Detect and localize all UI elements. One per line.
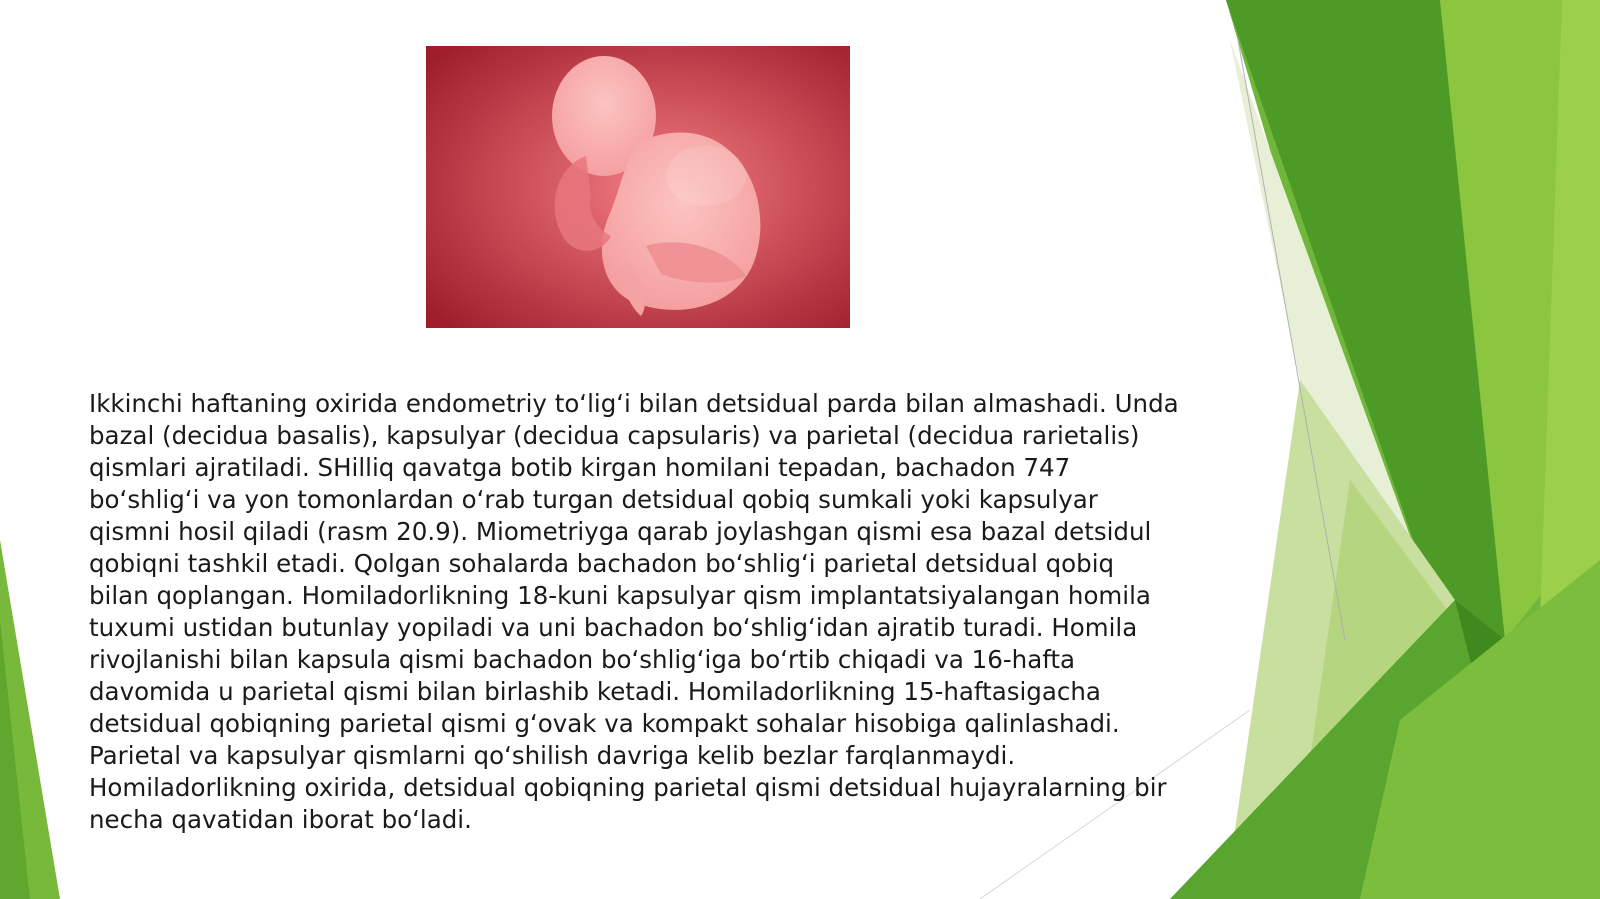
fetus-photo bbox=[426, 46, 850, 328]
paragraph-line: detsidual qobiqning parietal qismi g‘ovak va kompakt sohalar hisobiga qalinlashadi. bbox=[89, 709, 1120, 738]
paragraph-line: bazal (decidua basalis), kapsulyar (decidua capsularis) va parietal (decidua rarietalis) bbox=[89, 421, 1140, 450]
paragraph-line: tuxumi ustidan butunlay yopiladi va uni bachadon bo‘shlig‘idan ajratib turadi. Homila bbox=[89, 613, 1138, 642]
paragraph-line: qismlari ajratiladi. SHilliq qavatga botib kirgan homilani tepadan, bachadon 747 bbox=[89, 453, 1071, 482]
paragraph-line: Parietal va kapsulyar qismlarni qo‘shilish davriga kelib bezlar farqlanmaydi. bbox=[89, 741, 1016, 770]
paragraph-line: qobiqni tashkil etadi. Qolgan sohalarda bachadon bo‘shlig‘i parietal detsidual qobiq bbox=[89, 549, 1115, 578]
paragraph-line: Ikkinchi haftaning oxirida endometriy to‘lig‘i bilan detsidual parda bilan almashadi. Unda bbox=[89, 389, 1179, 418]
paragraph-line: qismni hosil qiladi (rasm 20.9). Miometriyga qarab joylashgan qismi esa bazal detsidul bbox=[89, 517, 1152, 546]
paragraph-line: bo‘shlig‘i va yon tomonlardan o‘rab turgan detsidual qobiq sumkali yoki kapsulyar bbox=[89, 485, 1098, 514]
body-paragraph bbox=[89, 388, 1209, 836]
fetus-in-womb-photo-icon bbox=[426, 46, 850, 328]
paragraph-line: bilan qoplangan. Homiladorlikning 18-kuni kapsulyar qism implantatsiyalangan homila bbox=[89, 581, 1151, 610]
paragraph-line: rivojlanishi bilan kapsula qismi bachadon bo‘shlig‘iga bo‘rtib chiqadi va 16-hafta bbox=[89, 645, 1076, 674]
paragraph-line: davomida u parietal qismi bilan birlashib ketadi. Homiladorlikning 15-haftasigacha bbox=[89, 677, 1101, 706]
paragraph-line: Homiladorlikning oxirida, detsidual qobiqning parietal qismi detsidual hujayralarning bir bbox=[89, 773, 1167, 802]
paragraph-line: necha qavatidan iborat bo‘ladi. bbox=[89, 805, 472, 834]
